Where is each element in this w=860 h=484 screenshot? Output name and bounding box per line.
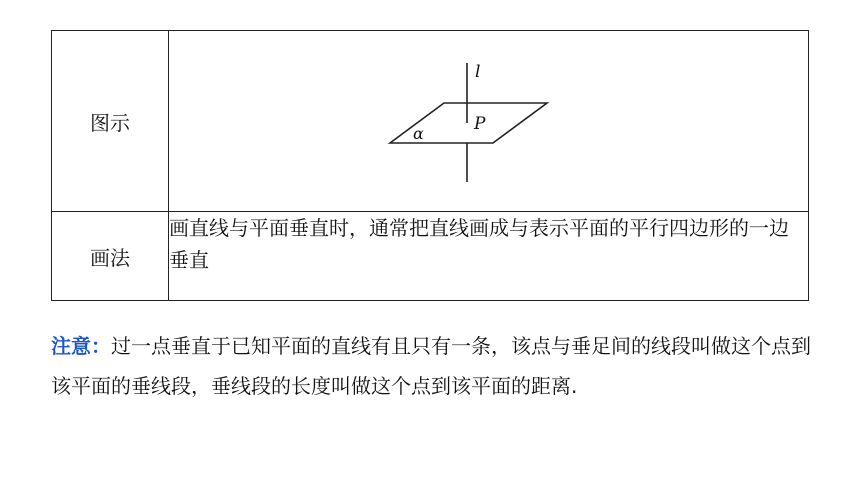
- method-row-label: 画法: [52, 212, 169, 301]
- note-text: 过一点垂直于已知平面的直线有且只有一条，该点与垂足间的线段叫做这个点到该平面的垂线段，垂线段的长度叫做这个点到该平面的距离.: [51, 334, 811, 398]
- note-label: 注意：: [51, 334, 111, 358]
- line-label: l: [475, 62, 481, 82]
- figure-row: [52, 31, 809, 212]
- figure-row-label: 图示: [52, 31, 169, 212]
- method-row: [52, 212, 809, 301]
- method-description: 画直线与平面垂直时，通常把直线画成与表示平面的平行四边形的一边垂直: [169, 212, 809, 301]
- point-label: P: [474, 114, 486, 134]
- figure-cell: [169, 31, 809, 212]
- info-table: [51, 30, 809, 301]
- line-plane-figure: [169, 31, 809, 211]
- plane-label: α: [413, 124, 424, 143]
- note-paragraph: [51, 326, 811, 406]
